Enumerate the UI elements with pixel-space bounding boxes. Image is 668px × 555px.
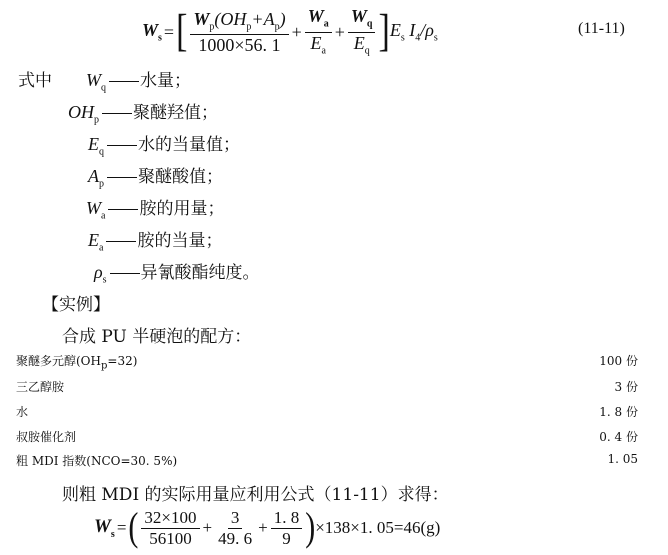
conclusion-text: 则粗 MDI 的实际用量应利用公式（11-11）求得： (62, 485, 449, 505)
right-bracket: ] (378, 6, 390, 57)
definition-item: $W_a$ 胺的用量； (86, 198, 225, 222)
where-label: 式中 (18, 71, 52, 91)
definition-item: $\rho_s$ 异氰酸酯纯度。 (94, 262, 260, 286)
fraction-water: $\frac{W_q}{E_q}$ (348, 7, 376, 56)
definition-item: $A_p$ 聚醚酸值； (88, 166, 223, 190)
left-paren: ( (128, 505, 139, 550)
formula-tail: $E_s$ $I_4/\rho_s$ (389, 20, 438, 44)
left-bracket: [ (176, 6, 188, 57)
definition-item: $W_q$ 水量； (86, 70, 191, 94)
fraction-polyether: $\frac{W_p(OH_p+A_p)}{1000\times 56. 1}$ (190, 10, 288, 55)
result-tail: ×138×1. 05=46(g) (315, 518, 441, 537)
equation-number: (11-11) (578, 20, 625, 37)
definition-item: $E_a$ 胺的当量； (88, 230, 223, 254)
example-heading: 【实例】 (42, 295, 110, 315)
fraction-amine-value: $\frac{3}{49. 6}$ (218, 507, 253, 548)
fraction-amine: $\frac{W_a}{E_a}$ (305, 7, 332, 56)
formula-lhs: $W_s$ (142, 20, 162, 44)
right-paren: ) (305, 505, 316, 550)
definition-item: $E_q$ 水的当量值； (88, 134, 240, 158)
fraction-polyether-value: $\frac{32\times 100}{56100}$ (141, 509, 199, 548)
definition-item: $OH_p$ 聚醚羟值； (68, 102, 218, 126)
formula-result: $W_s$ = ( $\frac{32\times 100}{56100}$ + $\frac{3}{49. 6}$ + $\frac{1. 8}{9}$ ) ×138×1. 05=46(g) (94, 505, 441, 550)
fraction-water-value: $\frac{1. 8}{9}$ (271, 509, 303, 548)
example-intro: 合成 PU 半硬泡的配方： (62, 327, 252, 347)
formula-11-11: $W_s$ = [ $\frac{W_p(OH_p+A_p)}{1000\times 56. 1}$ + $\frac{W_a}{E_a}$ + $\frac{W_q}{E_q}$ ] $E_s$ $I_4/\rho_s$ (142, 6, 438, 57)
formula-eq: = (163, 21, 175, 42)
